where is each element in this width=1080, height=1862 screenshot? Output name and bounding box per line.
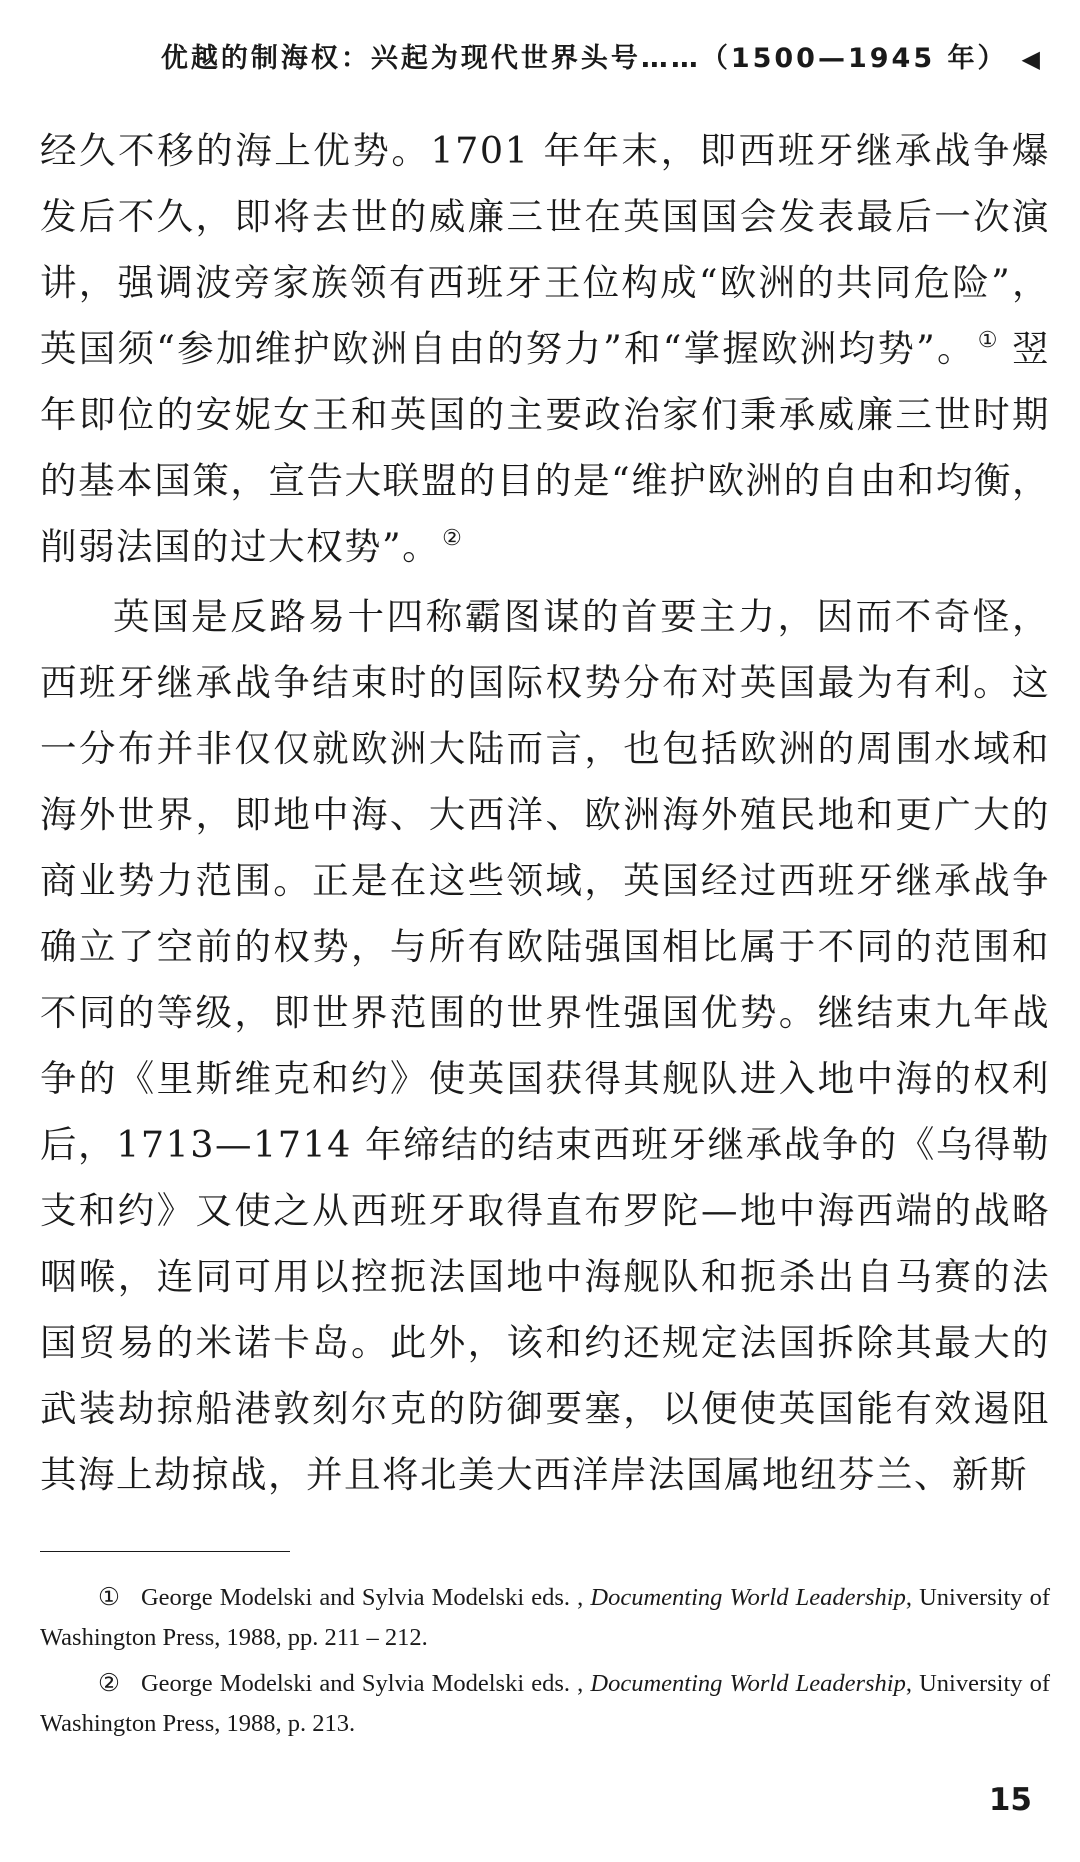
triangle-left-icon: ◀ [1021, 45, 1040, 73]
text-segment: 英国是反路易十四称霸图谋的首要主力，因而不奇怪，西班牙继承战争结束时的国际权势分布对英国最为有利。这一分布并非仅仅就欧洲大陆而言，也包括欧洲的周围水域和海外世界，即地中海、大西洋、欧洲海外殖民地和更广大的商业势力范围。正是在这些领域，英国经过西班牙继承战争确立了空前的权势，与所有欧陆强国相比属于不同的范围和不同的等级，即世界范围的世界性强国优势。继结束九年战争的《里斯维克和约》使英国获得其舰队进入地中海的权利后，1713—1714 年缔结的结束西班牙继承战争的《乌得勒支和约》又使之从西班牙取得直布罗陀—地中海西端的战略咽喉，连同可用以控扼法国地中海舰队和扼杀出自马赛的法国贸易的米诺卡岛。此外，该和约还规定法国拆除其最大的武装劫掠船港敦刻尔克的防御要塞，以便使英国能有效遏阻其海上劫掠战，并且将北美大西洋岸法国属地纽芬兰、新斯 [40, 595, 1050, 1496]
footnote-publisher: , University of Washington Press, 1988, pp. 211 – 212. [40, 1584, 1051, 1651]
footnote-marker: ② [98, 1670, 121, 1697]
running-header-title: 优越的制海权：兴起为现代世界头号……（1500—1945 年） [160, 43, 1008, 74]
running-header [161, 36, 1040, 75]
page-number: 15 [988, 1782, 1032, 1818]
footnote-book-title: Documenting World Leadership [590, 1670, 906, 1697]
body-text [40, 118, 1050, 1508]
footnote-authors: George Modelski and Sylvia Modelski eds. , [140, 1584, 584, 1611]
footnote-ref-2: ② [442, 526, 462, 551]
footnote-marker: ① [98, 1584, 121, 1611]
footnote-2 [40, 1664, 1050, 1744]
footnote-publisher: , University of Washington Press, 1988, p. 213. [40, 1670, 1051, 1737]
footnote-book-title: Documenting World Leadership [590, 1584, 906, 1611]
paragraph [40, 584, 1050, 1508]
footnote-ref-1: ① [977, 328, 999, 353]
footnote-authors: George Modelski and Sylvia Modelski eds. , [140, 1670, 584, 1697]
footnote-divider [40, 1551, 290, 1552]
footnote-1 [40, 1578, 1050, 1658]
text-segment: 经久不移的海上优势。1701 年年末，即西班牙继承战争爆发后不久，即将去世的威廉三世在英国国会发表最后一次演讲，强调波旁家族领有西班牙王位构成“欧洲的共同危险”，英国须“参加维护欧洲自由的努力”和“掌握欧洲均势”。 [40, 129, 1050, 370]
paragraph [40, 118, 1050, 580]
text-segment: 翌年即位的安妮女王和英国的主要政治家们秉承威廉三世时期的基本国策，宣告大联盟的目的是“维护欧洲的自由和均衡，削弱法国的过大权势”。 [40, 327, 1051, 568]
footnotes [40, 1578, 1050, 1750]
